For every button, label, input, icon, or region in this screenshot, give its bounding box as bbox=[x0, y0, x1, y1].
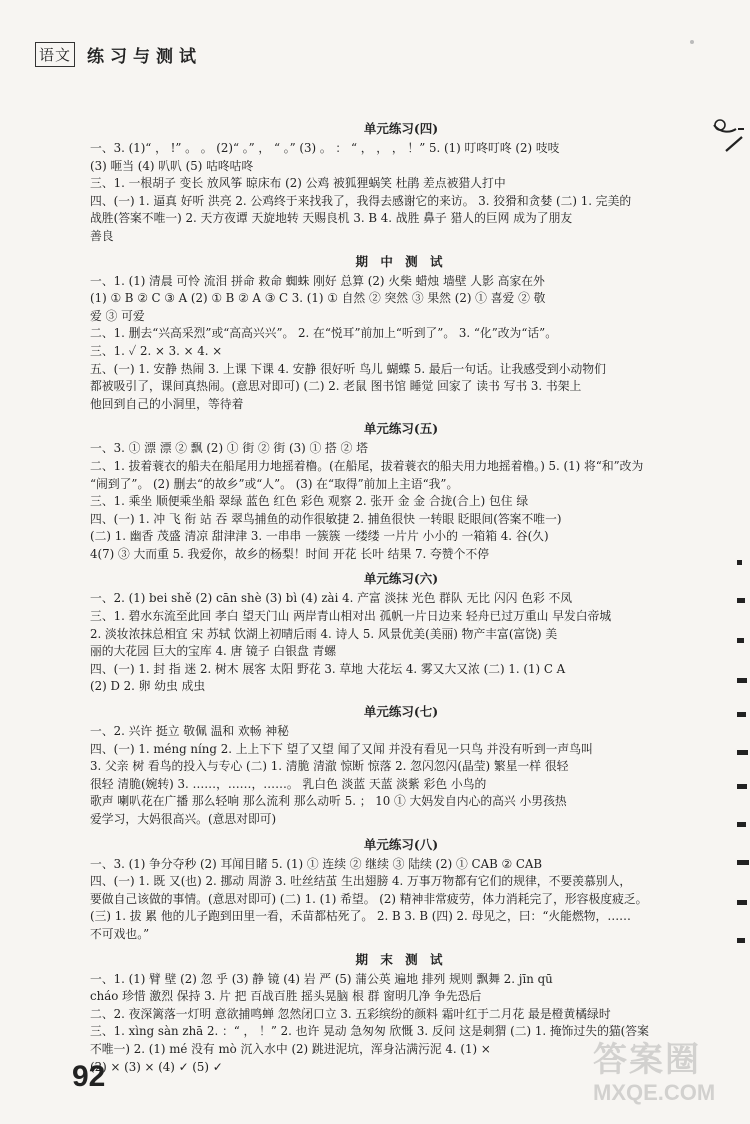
answer-line: 一、3. (1)“ ， !” 。 。 (2)“ 。” ， “ 。” (3) 。 ： “ ， ， ， ！” 5. (1) 叮咚叮咚 (2) 吱吱 bbox=[90, 141, 560, 155]
answer-line: 一、2. 兴许 挺立 敬佩 温和 欢畅 神秘 bbox=[90, 724, 289, 739]
answer-line: 二、1. 删去“兴高采烈”或“高高兴兴”。 2. 在“悦耳”前加上“听到了”。 3. “化”改为“话”。 bbox=[90, 326, 557, 341]
answer-line: 四、(一) 1. 冲 飞 衔 站 吞 翠鸟捕鱼的动作很敏捷 2. 捕鱼很快 一转眼 眨眼间(答案不唯一) bbox=[90, 511, 562, 526]
answer-line: 五、(一) 1. 安静 热闹 3. 上课 下课 4. 安静 很好听 鸟儿 蝴蝶 5. 最后一句话。让我感受到小动物们 bbox=[90, 361, 606, 376]
binding-tick bbox=[737, 598, 745, 603]
section-title: 单元练习(五) bbox=[363, 421, 439, 437]
page-header bbox=[35, 38, 202, 70]
answer-line: 四、(一) 1. 逼真 好听 洪亮 2. 公鸡终于来找我了，我得去感谢它的来访。 3. 狡猾和贪婪 (二) 1. 完美的 bbox=[90, 193, 632, 208]
answer-line: (二) 1. 幽香 茂盛 清凉 甜津津 3. 一串串 一簇簇 一缕缕 一片片 小小的 一箱箱 4. 谷(久) bbox=[90, 529, 549, 544]
answer-section bbox=[90, 834, 692, 944]
answer-line: (1) ① B ② C ③ A (2) ① B ② A ③ C 3. (1) ① 自然 ② 突然 ③ 果然 (2) ① 喜爱 ② 敬 bbox=[90, 291, 546, 306]
answer-section bbox=[90, 118, 692, 246]
binding-tick bbox=[737, 822, 746, 827]
answer-line: 三、1. 乘坐 顺便乘坐船 翠绿 蓝色 红色 彩色 观察 2. 张开 金 金 合拢(合上) 包住 绿 bbox=[90, 494, 529, 509]
answer-line: 歌声 喇叭花在广播 那么轻响 那么流利 那么动听 5. ； 10 ① 大妈发自内心的高兴 小男孩热 bbox=[90, 794, 567, 809]
section-title: 单元练习(四) bbox=[363, 121, 439, 136]
book-title: 练习与测试 bbox=[87, 46, 203, 67]
answer-line: 2. 淡妆浓抹总相宜 宋 苏轼 饮湖上初晴后雨 4. 诗人 5. 风景优美(美丽) 物产丰富(富饶) 美 bbox=[90, 626, 558, 641]
answer-line: 善良 bbox=[90, 228, 114, 243]
answer-line: 三、1. xìng sàn zhā 2. ：“ ， ！” 2. 也许 晃动 急匆匆 欣慨 3. 反问 这是刺猬 (二) 1. 掩饰过失的猫(答案 bbox=[90, 1024, 649, 1039]
answer-line: 3. 父亲 树 看鸟的投入与专心 (二) 1. 清脆 清澈 惊断 惊落 2. 忽闪忽闪(晶莹) 繁星一样 很轻 bbox=[90, 759, 569, 774]
answer-line: 三、1. ✓ 2. × 3. × 4. × bbox=[90, 343, 223, 358]
subject-label: 语文 bbox=[35, 42, 75, 67]
binding-tick bbox=[737, 784, 747, 789]
answer-line: (2) D 2. 卵 幼虫 成虫 bbox=[90, 679, 206, 694]
answer-line: 三、1. 一根胡子 变长 放风筝 晾床布 (2) 公鸡 被狐狸蜗笑 杜鹃 差点被猎人打中 bbox=[90, 176, 506, 191]
answer-content bbox=[90, 118, 692, 1081]
answer-section bbox=[90, 251, 692, 414]
answer-section bbox=[90, 701, 692, 829]
answer-line: 一、3. (1) 争分夺秒 (2) 耳闻目睹 5. (1) ① 连续 ② 继续 ③ 陆续 (2) ① CAB ② CAB bbox=[90, 856, 543, 871]
answer-line: 不可戏也。” bbox=[90, 926, 150, 941]
answer-line: 二、1. 拔着蓑衣的船夫在船尾用力地摇着橹。(在船尾，拔着蓑衣的船夫用力地摇着橹。) 5. (1) 将“和”改为 bbox=[90, 458, 644, 473]
answer-line: 不唯一) 2. (1) mé 没有 mò 沉入水中 (2) 跳进泥坑，浑身沾满污泥 4. (1) × bbox=[90, 1041, 491, 1056]
answer-line: 一、1. (1) 臂 壁 (2) 忽 乎 (3) 静 镜 (4) 岩 严 (5) 蒲公英 遍地 排列 规则 飘舞 2. jīn qū bbox=[90, 971, 553, 986]
answer-section bbox=[90, 418, 692, 563]
binding-tick bbox=[737, 860, 749, 865]
answer-line: 二、2. 夜深篱落一灯明 意欲捕鸣蝉 忽然闭口立 3. 五彩缤纷的颜料 霜叶红于二月花 最是橙黄橘绿时 bbox=[90, 1006, 611, 1021]
answer-line: 爱 ③ 可爱 bbox=[90, 308, 145, 323]
answer-line: 他回到自己的小洞里，等待着 bbox=[90, 396, 244, 411]
answer-line: 4(7) ③ 大而重 5. 我爱你，故乡的杨梨！时间 开花 长叶 结果 7. 夸赞个不停 bbox=[90, 546, 489, 561]
section-title: 期 末 测 试 bbox=[355, 951, 447, 967]
answer-line: 四、(一) 1. 封 指 迷 2. 树木 展客 太阳 野花 3. 草地 大花坛 4. 雾又大又浓 (二) 1. (1) C A bbox=[90, 661, 566, 676]
answer-line: 很轻 清脆(婉转) 3. ……，……，……。 乳白色 淡蓝 天蓝 淡紫 彩色 小鸟的 bbox=[90, 776, 487, 791]
section-title: 单元练习(六) bbox=[363, 571, 439, 587]
watermark-brand: 答案圈 bbox=[593, 1040, 701, 1080]
answer-line: 要做自己该做的事情。(意思对即可) (二) 1. (1) 希望。 (2) 精神非常疲劳，体力消耗完了，形容极度疲乏。 bbox=[90, 891, 648, 906]
binding-tick bbox=[737, 560, 742, 565]
answer-line: “闹到了”。 (2) 删去“的故乡”或“人”。 (3) 在“取得”前加上主语“我”。 bbox=[90, 476, 459, 491]
answer-line: (三) 1. 拔 累 他的儿子跑到田里一看，禾苗都枯死了。 2. B 3. B (四) 2. 母见之，曰：“火能燃物，…… bbox=[90, 909, 631, 924]
answer-line: (3) 咂当 (4) 叭叭 (5) 咕咚咕咚 bbox=[90, 158, 254, 173]
binding-tick-marks bbox=[737, 560, 749, 960]
answer-line: 四、(一) 1. méng níng 2. 上上下下 望了又望 闻了又闻 并没有看见一只鸟 并没有听到一声鸟叫 bbox=[90, 741, 593, 756]
answer-line: 四、(一) 1. 既 又(也) 2. 挪动 周游 3. 吐丝结茧 生出翅膀 4. 万事万物都有它们的规律，不要羡慕别人， bbox=[90, 874, 632, 889]
answer-line: 一、2. (1) bei shě (2) cān shè (3) bì (4) zài 4. 产富 淡抹 光色 群队 无比 闪闪 色彩 不凤 bbox=[90, 591, 573, 606]
answer-line: 一、1. (1) 清晨 可怜 流泪 拼命 救命 蜘蛛 刚好 总算 (2) 火柴 蜡烛 墙壁 人影 高家在外 bbox=[90, 273, 545, 288]
answer-line: 三、1. 碧水东流至此回 孝白 望天门山 两岸青山相对出 孤帆一片日边来 轻舟已过万重山 早发白帝城 bbox=[90, 609, 612, 624]
answer-line: 爱学习，大妈很高兴。(意思对即可) bbox=[90, 812, 277, 826]
binding-tick bbox=[737, 678, 747, 683]
watermark-url: MXQE.COM bbox=[593, 1080, 716, 1105]
answer-line: 丽的大花园 巨大的宝库 4. 唐 镜子 白银盘 青螺 bbox=[90, 644, 337, 659]
answer-line: cháo 珍惜 激烈 保持 3. 片 把 百战百胜 摇头晃脑 根 群 窗明几净 争先恐后 bbox=[90, 989, 482, 1004]
binding-tick bbox=[737, 900, 747, 905]
section-title: 单元练习(七) bbox=[363, 704, 439, 720]
watermark-logo bbox=[593, 1032, 743, 1112]
answer-line: 战胜(答案不唯一) 2. 天方夜谭 天旋地转 天赐良机 3. B 4. 战胜 鼻子 猎人的巨网 成为了朋友 bbox=[90, 211, 573, 226]
section-title: 单元练习(八) bbox=[363, 836, 439, 852]
section-title: 期 中 测 试 bbox=[355, 253, 447, 269]
binding-tick bbox=[737, 712, 746, 717]
answer-line: 都被吸引了，课间真热闹。(意思对即可) (二) 2. 老鼠 图书馆 睡觉 回家了 读书 写书 3. 书架上 bbox=[90, 379, 582, 394]
binding-tick bbox=[737, 638, 744, 643]
answer-section bbox=[90, 568, 692, 696]
binding-tick bbox=[737, 750, 748, 755]
binding-tick bbox=[737, 938, 745, 943]
answer-line: 一、3. ① 漂 漂 ② 飘 (2) ① 街 ② 街 (3) ① 搭 ② 塔 bbox=[90, 441, 368, 456]
page-number: 92 bbox=[72, 1060, 106, 1093]
answer-line: (2) × (3) × (4) ✓ (5) ✓ bbox=[90, 1059, 223, 1074]
header-dot bbox=[690, 40, 694, 44]
scissor-mark-icon bbox=[712, 117, 746, 157]
